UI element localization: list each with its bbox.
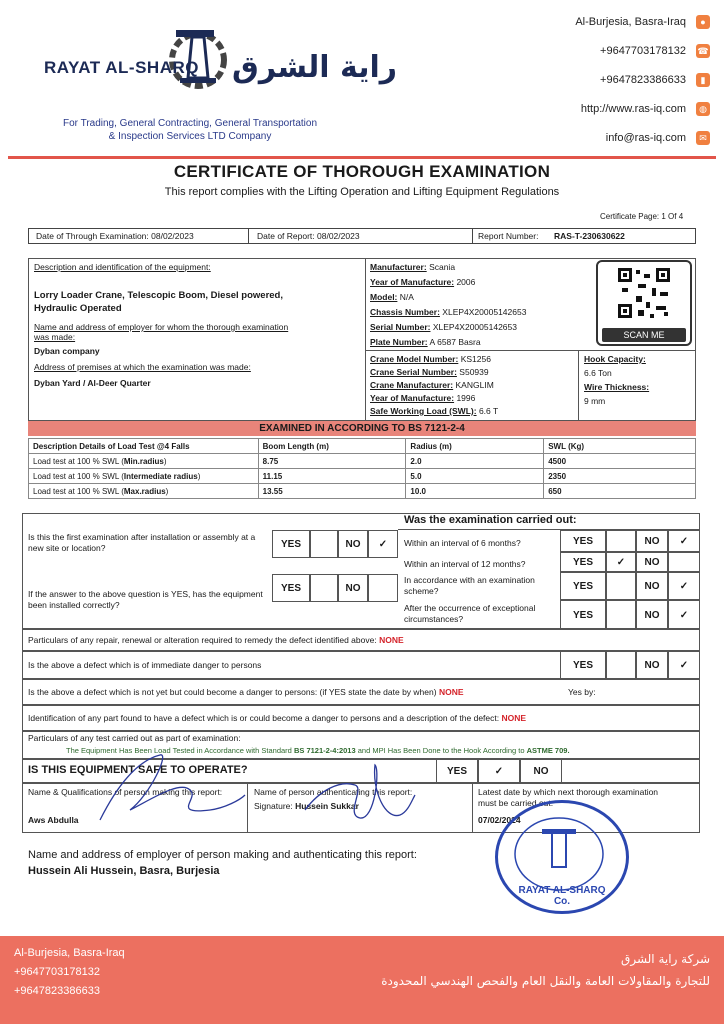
certificate-title: CERTIFICATE OF THOROUGH EXAMINATION: [173, 162, 551, 181]
header-divider: [8, 156, 716, 159]
exam-date: Date of Through Examination: 08/02/2023: [36, 231, 194, 241]
table-cell: 2.0: [406, 454, 544, 469]
exceptional-circumstances: After the occurrence of exceptional circumstances?: [404, 603, 536, 624]
signature-scribble-1: [90, 740, 250, 835]
row-desc-bold: Intermediate radius: [123, 471, 198, 481]
employer-report-name: Hussein Ali Hussein, Basra, Burjesia: [28, 865, 220, 877]
header-phone-1[interactable]: +9647703178132: [600, 45, 686, 57]
i1-yes-box[interactable]: [606, 530, 636, 552]
certificate-subtitle: This report complies with the Lifting Operation and Lifting Equipment Regulations: [164, 186, 560, 198]
safe-no[interactable]: NO: [520, 759, 562, 783]
q1-yes[interactable]: YES: [272, 530, 310, 558]
header-address: Al-Burjesia, Basra-Iraq: [575, 16, 686, 28]
table-cell: 11.15: [258, 469, 406, 484]
i3-yes-box[interactable]: [606, 572, 636, 600]
plate-value: A 6587 Basra: [429, 337, 481, 347]
crane-mfr-label: Crane Manufacturer:: [370, 380, 454, 390]
employer-report-label: Name and address of employer of person making and authenticating this report:: [28, 849, 417, 861]
tests-standard: BS 7121-2-4:2013: [293, 746, 356, 755]
next-exam-date: 07/02/2024: [478, 815, 521, 825]
report-number-label: Report Number:: [478, 231, 539, 241]
i3-no-check[interactable]: ✓: [668, 572, 700, 600]
logo-subtitle-line-1: For Trading, General Contracting, General Transportation: [62, 118, 318, 129]
equipment-desc-2: Hydraulic Operated: [34, 303, 122, 314]
crane-year-label: Year of Manufacture:: [370, 393, 455, 403]
question-first-exam: Is this the first examination after installation or assembly at a new site or location?: [28, 532, 256, 553]
i4-no[interactable]: NO: [636, 600, 668, 629]
serial-value: XLEP4X20005142653: [432, 322, 517, 332]
interval-6-months: Within an interval of 6 months?: [404, 538, 521, 548]
employer-label-1: Name and address of employer for whom the thorough examination: [34, 322, 289, 332]
table-cell: 10.0: [406, 484, 544, 499]
table-header-row: [29, 439, 696, 454]
person-name: Aws Abdulla: [28, 815, 79, 825]
divider: [472, 228, 473, 244]
certificate-page: Certificate Page: 1 Of 4: [600, 212, 684, 221]
not-yet-danger-text: [28, 687, 464, 698]
model-label: Model:: [370, 292, 398, 302]
safe-yes[interactable]: YES: [436, 759, 478, 783]
hook-value: 6.6 Ton: [584, 368, 612, 378]
year-value: 2006: [456, 277, 476, 287]
immediate-danger-text: Is the above a defect which is of immediate danger to persons: [28, 660, 262, 670]
next-exam-label: Latest date by which next thorough examination must be carried out:: [478, 787, 659, 808]
identification-label: Identification of any part found to have a defect which is or could become a danger to persons and a description of the defect:: [28, 713, 500, 723]
qr-code-panel[interactable]: [596, 260, 692, 346]
i3-no[interactable]: NO: [636, 572, 668, 600]
tests-label: Particulars of any test carried out as part of examination:: [28, 733, 241, 743]
swl-value: 6.6 T: [478, 406, 499, 416]
i4-yes-box[interactable]: [606, 600, 636, 629]
header-website[interactable]: http://www.ras-iq.com: [580, 103, 686, 115]
particulars-none: NONE: [379, 635, 404, 645]
q1-no[interactable]: NO: [338, 530, 368, 558]
footer-phone-1[interactable]: +9647703178132: [14, 966, 100, 978]
equipment-desc-1: Lorry Loader Crane, Telescopic Boom, Diesel powered,: [34, 290, 284, 301]
divider: [472, 783, 473, 833]
phone-icon: ☎: [697, 46, 709, 56]
carried-out-heading: Was the examination carried out:: [404, 514, 577, 526]
auth-signature-label: Signature:: [254, 801, 293, 811]
crane-model-label: Crane Model Number:: [370, 354, 459, 364]
i2-yes-check[interactable]: ✓: [606, 552, 636, 572]
chassis-label: Chassis Number:: [370, 307, 440, 317]
footer-arabic-line-2: للتجارة والمقاولات العامة والنقل العام والفحص الهندسي المحدودة: [381, 974, 710, 988]
interval-12-months: Within an interval of 12 months?: [404, 559, 526, 569]
immediate-yes[interactable]: YES: [560, 651, 606, 679]
table-row: [29, 484, 696, 499]
row-desc: ): [165, 486, 169, 496]
divider: [365, 258, 366, 421]
particulars-text: [28, 635, 404, 646]
equipment-desc-label: Description and identification of the equipment:: [34, 262, 211, 272]
divider: [248, 228, 249, 244]
table-cell: [29, 484, 259, 499]
table-header-cell: Radius (m): [406, 439, 544, 454]
footer-address: Al-Burjesia, Basra-Iraq: [14, 947, 125, 959]
chassis-value: XLEP4X20005142653: [442, 307, 527, 317]
table-header-cell: Boom Length (m): [258, 439, 406, 454]
identification-text: [28, 713, 526, 724]
logo-text-en: RAYAT AL-SHARQ: [44, 58, 199, 77]
standard-bar: EXAMINED IN ACCORDING TO BS 7121-2-4: [28, 421, 696, 436]
q2-yes[interactable]: YES: [272, 574, 310, 602]
not-yet-label: Is the above a defect which is not yet but could become a danger to persons: (if YES state the date by when): [28, 687, 437, 697]
table-cell: 8.75: [258, 454, 406, 469]
logo-subtitle: [30, 117, 350, 143]
row-desc: ): [163, 456, 167, 466]
crane-serial-label: Crane Serial Number:: [370, 367, 457, 377]
footer-arabic: [381, 948, 710, 992]
row-desc: Load test at 100 % SWL (: [33, 486, 124, 496]
header-phone-2[interactable]: +9647823386633: [600, 74, 686, 86]
location-pin-icon: ●: [696, 15, 710, 29]
i1-no-check[interactable]: ✓: [668, 530, 700, 552]
auth-name: Hussein Sukkar: [295, 801, 359, 811]
company-stamp: [495, 800, 629, 914]
table-cell: [29, 454, 259, 469]
wire-label: Wire Thickness:: [584, 382, 650, 392]
table-cell: 4500: [544, 454, 696, 469]
auth-label: Name of person authenticating this report:: [254, 787, 413, 797]
tests-astm: ASTME 709.: [526, 746, 570, 755]
row-desc: ): [197, 471, 201, 481]
table-header-cell: SWL (Kg): [544, 439, 696, 454]
manufacturer-label: Manufacturer:: [370, 262, 427, 272]
wire-value: 9 mm: [584, 396, 606, 406]
footer-arabic-line-1: شركة راية الشرق: [621, 952, 710, 966]
table-cell: 13.55: [258, 484, 406, 499]
person-label: Name & Qualifications of person making this report:: [28, 787, 223, 797]
i2-no-box[interactable]: [668, 552, 700, 572]
footer-contact: [14, 944, 125, 1001]
particulars-label: Particulars of any repair, renewal or alteration required to remedy the defect identified above:: [28, 635, 377, 645]
company-logo: [150, 20, 245, 90]
not-yet-none: NONE: [438, 687, 464, 697]
row-desc: Load test at 100 % SWL (: [33, 471, 124, 481]
logo-subtitle-line-2: & Inspection Services LTD Company: [108, 131, 272, 142]
table-cell: [29, 469, 259, 484]
load-test-table: [28, 438, 696, 499]
safe-question: IS THIS EQUIPMENT SAFE TO OPERATE?: [28, 764, 248, 776]
q1-no-check[interactable]: ✓: [368, 530, 398, 558]
i4-no-check[interactable]: ✓: [668, 600, 700, 629]
manufacturer-value: Scania: [429, 262, 456, 272]
crane-mfr-value: KANGLIM: [455, 380, 494, 390]
header-email[interactable]: info@ras-iq.com: [605, 132, 686, 144]
exam-scheme: In accordance with an examination scheme?: [404, 575, 535, 596]
q2-yes-box[interactable]: [310, 574, 338, 602]
premises-value: Dyban Yard / Al-Deer Quarter: [34, 378, 151, 388]
globe-icon: ◍: [696, 102, 710, 116]
immediate-yes-box[interactable]: [606, 651, 636, 679]
premises-label: Address of premises at which the examination was made:: [34, 362, 251, 372]
serial-label: Serial Number:: [370, 322, 431, 332]
i2-yes[interactable]: YES: [560, 552, 606, 572]
crane-year-value: 1996: [456, 393, 476, 403]
table-row: [29, 454, 696, 469]
crane-model-value: KS1256: [460, 354, 491, 364]
logo-text-ar: راية الشرق: [232, 50, 398, 85]
model-value: N/A: [399, 292, 414, 302]
report-number: RAS-T-230630622: [554, 231, 625, 241]
qr-code-icon: [598, 262, 690, 324]
row-desc-bold: Max.radius: [123, 486, 166, 496]
tests-detail-c: and MPI Has Been Done to the Hook According to: [355, 746, 527, 755]
i2-no[interactable]: NO: [636, 552, 668, 572]
crane-serial-value: S50939: [459, 367, 489, 377]
table-row: [29, 469, 696, 484]
i1-yes[interactable]: YES: [560, 530, 606, 552]
divider: [578, 350, 579, 421]
table-cell: 650: [544, 484, 696, 499]
table-cell: 5.0: [406, 469, 544, 484]
mobile-icon: ▮: [696, 73, 710, 87]
table-header-cell: Description Details of Load Test @4 Falls: [29, 439, 259, 454]
i1-no[interactable]: NO: [636, 530, 668, 552]
employer-name: Dyban company: [34, 346, 100, 356]
scan-me-label: SCAN ME: [602, 328, 686, 342]
row-desc-bold: Min.radius: [123, 456, 164, 466]
logo-graphic: [150, 20, 245, 90]
stamp-text: RAYAT AL-SHARQ Co.: [518, 885, 606, 907]
tests-detail-a: The Equipment Has Been Load Tested in Accordance with Standard: [66, 746, 294, 755]
footer-phone-2[interactable]: +9647823386633: [14, 985, 100, 997]
divider: [365, 350, 696, 351]
question-installed-correctly: If the answer to the above question is YES, has the equipment been installed correctly?: [28, 589, 263, 610]
hook-label: Hook Capacity:: [584, 354, 646, 364]
row-desc: Load test at 100 % SWL (: [33, 456, 124, 466]
safe-yes-check[interactable]: ✓: [478, 759, 520, 783]
plate-label: Plate Number:: [370, 337, 428, 347]
i4-yes[interactable]: YES: [560, 600, 606, 629]
q2-no[interactable]: NO: [338, 574, 368, 602]
table-cell: 2350: [544, 469, 696, 484]
employer-label-2: was made:: [34, 332, 76, 342]
q2-no-box[interactable]: [368, 574, 398, 602]
q1-yes-box[interactable]: [310, 530, 338, 558]
i3-yes[interactable]: YES: [560, 572, 606, 600]
yes-by-label: Yes by:: [568, 687, 596, 697]
mail-icon: ✉: [696, 131, 710, 145]
identification-none: NONE: [501, 713, 527, 723]
signature-scribble-2: [300, 760, 420, 830]
year-label: Year of Manufacture:: [370, 277, 455, 287]
immediate-no[interactable]: NO: [636, 651, 668, 679]
immediate-no-check[interactable]: ✓: [668, 651, 700, 679]
report-date: Date of Report: 08/02/2023: [257, 231, 360, 241]
swl-label: Safe Working Load (SWL):: [370, 406, 477, 416]
